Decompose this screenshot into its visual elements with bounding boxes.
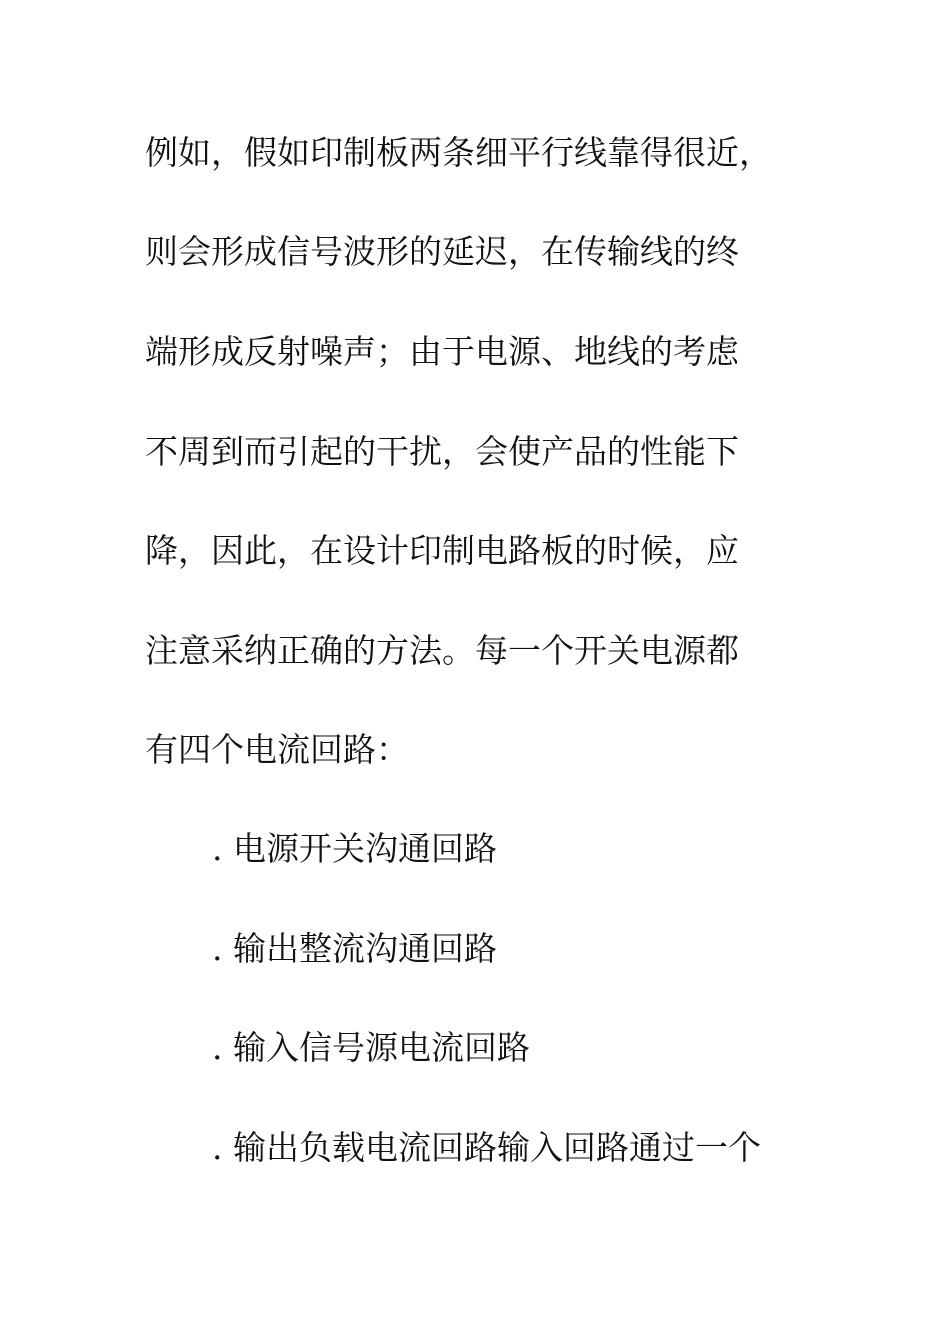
list-item: . 输出负载电流回路输入回路通过一个 xyxy=(212,1128,761,1167)
paragraph-line: 例如，假如印制板两条细平行线靠得很近， xyxy=(145,133,772,172)
paragraph-line: 有四个电流回路： xyxy=(145,730,409,769)
list-item: . 输入信号源电流回路 xyxy=(212,1028,530,1067)
list-item: . 输出整流沟通回路 xyxy=(212,929,497,968)
paragraph-line: 则会形成信号波形的延迟，在传输线的终 xyxy=(145,232,739,271)
list-item: . 电源开关沟通回路 xyxy=(212,829,497,868)
paragraph-line: 端形成反射噪声；由于电源、地线的考虑 xyxy=(145,332,739,371)
paragraph-line: 注意采纳正确的方法。每一个开关电源都 xyxy=(145,631,739,670)
paragraph-line: 降，因此，在设计印制电路板的时候，应 xyxy=(145,531,739,570)
paragraph-line: 不周到而引起的干扰，会使产品的性能下 xyxy=(145,432,739,471)
